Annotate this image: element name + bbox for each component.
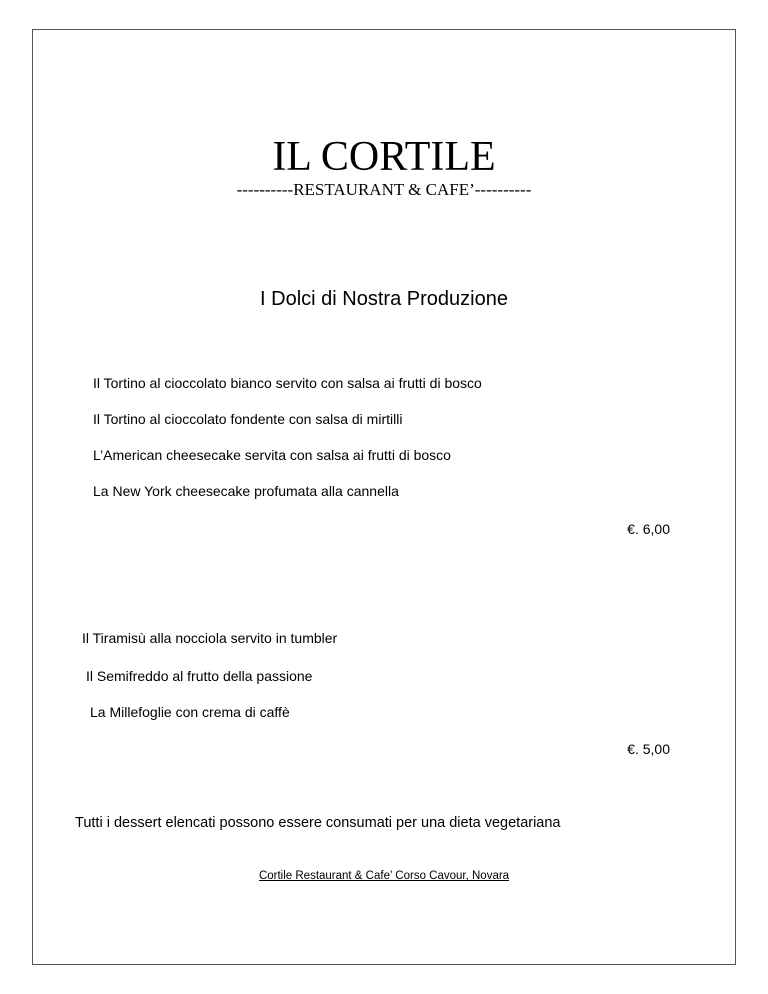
restaurant-title: IL CORTILE	[272, 134, 496, 180]
vegetarian-note: Tutti i dessert elencati possono essere consumati per una dieta vegetariana	[75, 815, 561, 831]
dessert-item: Il Semifreddo al frutto della passione	[86, 668, 313, 684]
group1-price: €. 6,00	[627, 521, 670, 537]
dessert-item: Il Tortino al cioccolato fondente con salsa di mirtilli	[93, 411, 403, 427]
restaurant-subtitle: ----------RESTAURANT & CAFE’----------	[236, 180, 532, 199]
dessert-item: La Millefoglie con crema di caffè	[90, 704, 290, 720]
footer-address	[0, 869, 768, 883]
footer-text: Cortile Restaurant & Cafe’ Corso Cavour, Novara	[258, 870, 510, 882]
dessert-item: La New York cheesecake profumata alla cannella	[93, 483, 399, 499]
dessert-item: Il Tiramisù alla nocciola servito in tumbler	[82, 630, 338, 646]
dessert-item: Il Tortino al cioccolato bianco servito con salsa ai frutti di bosco	[93, 375, 482, 391]
section-heading: I Dolci di Nostra Produzione	[260, 288, 508, 310]
dessert-item: L’American cheesecake servita con salsa ai frutti di bosco	[93, 447, 451, 463]
group2-price: €. 5,00	[627, 741, 670, 757]
